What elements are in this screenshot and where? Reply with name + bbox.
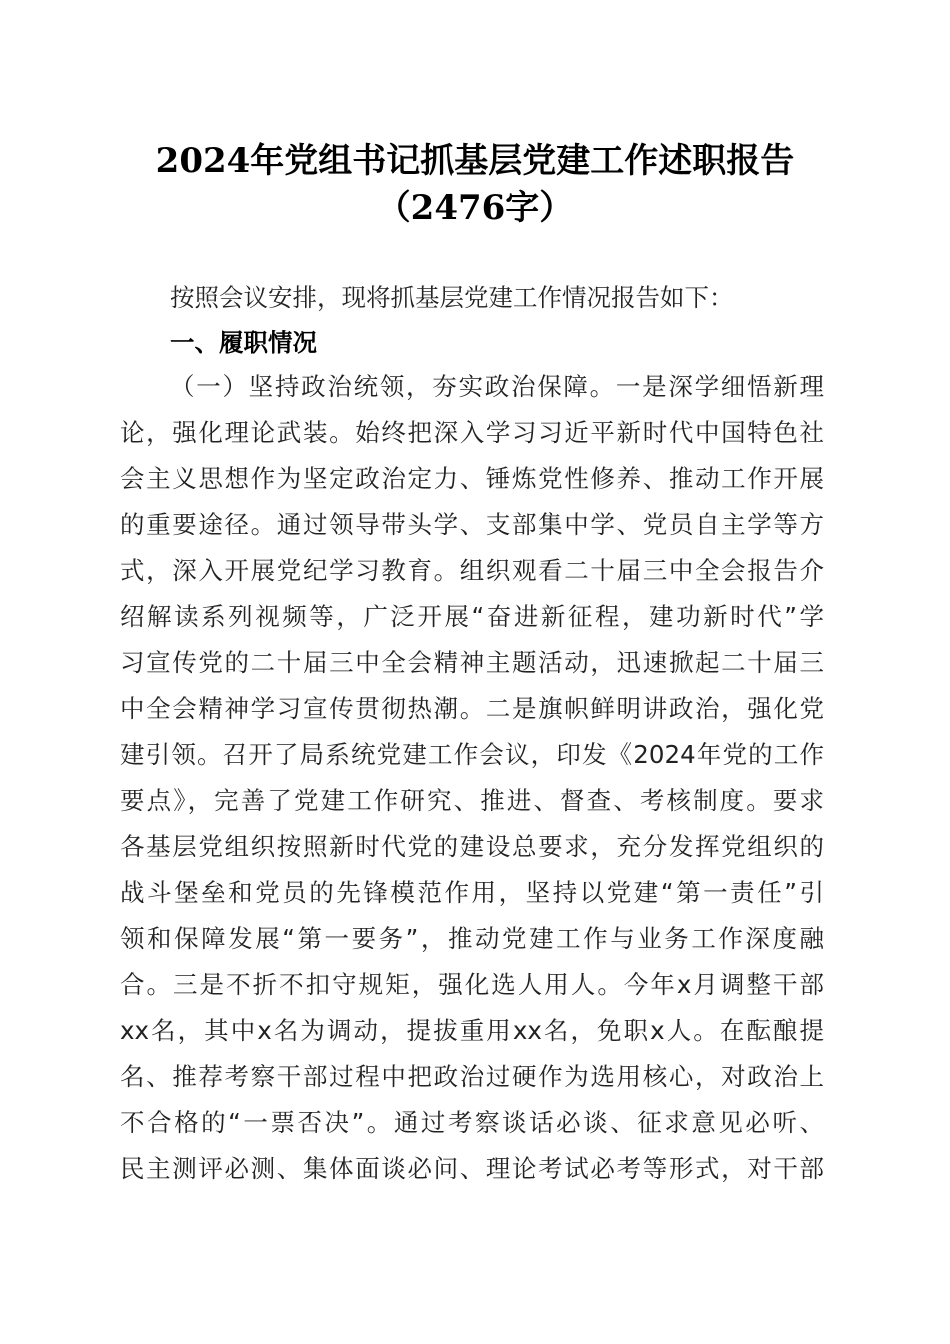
paragraph-line: 领和保障发展“第一要务”，推动党建工作与业务工作深度融 xyxy=(120,924,824,953)
paragraph-line: xx名，其中x名为调动，提拔重用xx名，免职x人。在酝酿提 xyxy=(120,1016,824,1045)
document-title: 2024年党组书记抓基层党建工作述职报告 xyxy=(155,141,795,181)
paragraph-line: 绍解读系列视频等，广泛开展“奋进新征程，建功新时代”学 xyxy=(120,602,824,631)
paragraph-line: 民主测评必测、集体面谈必问、理论考试必考等形式，对干部 xyxy=(120,1154,824,1183)
paragraph-line: 会主义思想作为坚定政治定力、锤炼党性修养、推动工作开展 xyxy=(120,464,824,493)
paragraph-line: 习宣传党的二十届三中全会精神主题活动，迅速掀起二十届三 xyxy=(120,648,824,677)
paragraph-line: 的重要途径。通过领导带头学、支部集中学、党员自主学等方 xyxy=(120,510,824,539)
document-body xyxy=(120,0,832,1344)
document-word-count: （2476字） xyxy=(376,188,574,228)
section-heading: 一、履职情况 xyxy=(170,328,317,357)
paragraph-line: 各基层党组织按照新时代党的建设总要求，充分发挥党组织的 xyxy=(120,832,824,861)
paragraph-line: （一）坚持政治统领，夯实政治保障。一是深学细悟新理 xyxy=(170,372,824,401)
intro-paragraph: 按照会议安排，现将抓基层党建工作情况报告如下： xyxy=(170,283,734,312)
paragraph-line: 合。三是不折不扣守规矩，强化选人用人。今年x月调整干部 xyxy=(120,970,824,999)
paragraph-line: 中全会精神学习宣传贯彻热潮。二是旗帜鲜明讲政治，强化党 xyxy=(120,694,824,723)
paragraph-line: 要点》，完善了党建工作研究、推进、督查、考核制度。要求 xyxy=(120,786,824,815)
paragraph-line: 式，深入开展党纪学习教育。组织观看二十届三中全会报告介 xyxy=(120,556,824,585)
paragraph-line: 论，强化理论武装。始终把深入学习习近平新时代中国特色社 xyxy=(120,418,824,447)
paragraph-line: 不合格的“一票否决”。通过考察谈话必谈、征求意见必听、 xyxy=(120,1108,824,1137)
paragraph-line: 建引领。召开了局系统党建工作会议，印发《2024年党的工作 xyxy=(120,740,824,769)
paragraph-line: 战斗堡垒和党员的先锋模范作用，坚持以党建“第一责任”引 xyxy=(120,878,824,907)
paragraph-line: 名、推荐考察干部过程中把政治过硬作为选用核心，对政治上 xyxy=(120,1062,824,1091)
